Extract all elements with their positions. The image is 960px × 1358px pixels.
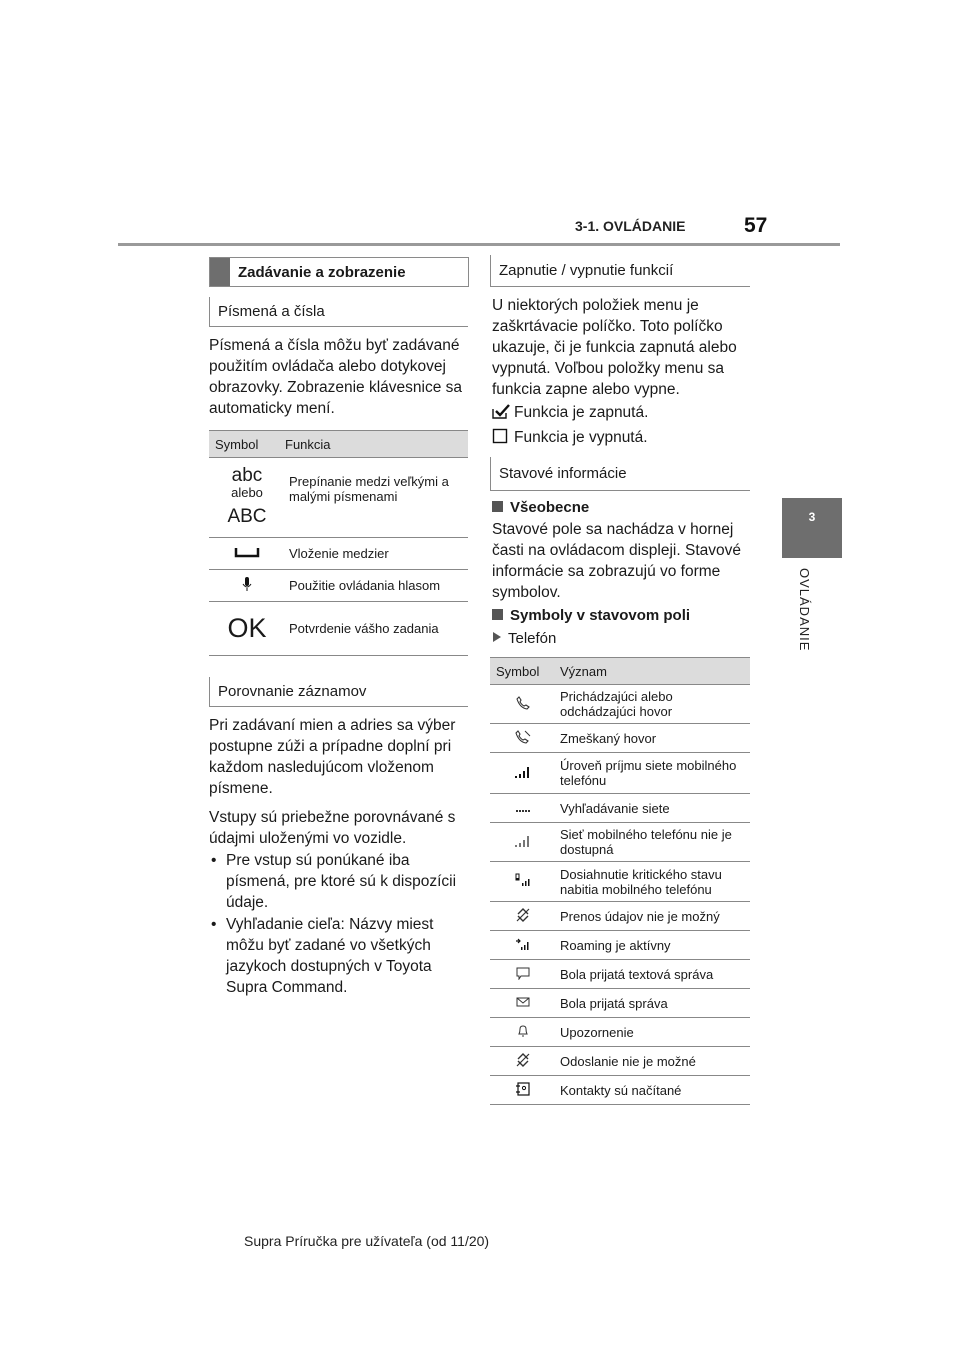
subheading-letters: Písmená a čísla: [209, 297, 468, 327]
table-row: Bola prijatá textová správa: [490, 960, 750, 989]
paragraph-toggle: U niektorých položiek menu je zaškrtávacie políčko. Toto políčko ukazuje, či je funkcia zapnutá alebo vypnutá. Voľbou položky menu sa funkcia zapne alebo vypne.: [492, 297, 737, 398]
paragraph-status: Stavové pole sa nachádza v hornej časti na ovládacom displeji. Stavové informácie sa zobrazujú vo forme symbolov.: [492, 521, 741, 601]
table-row: abc alebo ABC Prepínanie medzi veľkými a malými písmenami: [209, 458, 468, 538]
microphone-icon: [242, 576, 252, 592]
page-number: 57: [744, 214, 768, 237]
triangle-right-icon: [492, 631, 502, 643]
no-data-icon: [515, 908, 531, 922]
table-row: Kontakty sú načítané: [490, 1076, 750, 1105]
table-row: Sieť mobilného telefónu nie je dostupná: [490, 823, 750, 862]
paragraph-compare: Pri zadávaní mien a adries sa výber postupne zúži a prípadne doplní pri každom nasledujúcom vloženom písmene. Vstupy sú priebežne porovnávané s údajmi uloženými vo vozidle. • Pre vstup sú ponúkané iba písmená, pre ktoré sú k dispozícii údaje. • Vyhľadanie cieľa: Názvy miest môžu byť zadané vo všetkých jazykoch dostupných v Toyota Supra Command.: [209, 715, 471, 999]
chapter-number: 3: [808, 510, 816, 524]
col-function: Funkcia: [285, 431, 468, 458]
check-off-row: Funkcia je vypnutá.: [492, 427, 754, 448]
table-row: Vloženie medzier: [209, 538, 468, 570]
phone-call-icon: [516, 696, 530, 710]
table-row: Roaming je aktívny: [490, 931, 750, 960]
table-header-row: [490, 658, 750, 685]
phone-subsection: Telefón: [492, 630, 556, 647]
case-symbol: abc alebo ABC: [209, 458, 285, 538]
bell-icon: [517, 1024, 529, 1038]
col-symbol: Symbol: [490, 658, 556, 685]
check-on-row: Funkcia je zapnutá.: [492, 402, 754, 423]
header-rule: [118, 243, 840, 246]
table-row: Úroveň príjmu siete mobilného telefónu: [490, 753, 750, 794]
table-row: Bola prijatá správa: [490, 989, 750, 1018]
roaming-icon: [515, 937, 531, 951]
table-row: Odoslanie nie je možné: [490, 1047, 750, 1076]
table-row: OK Potvrdenie vášho zadania: [209, 602, 468, 656]
status-symbols-table: [490, 657, 750, 1105]
table-row: Upozornenie: [490, 1018, 750, 1047]
text-message-icon: [516, 966, 530, 980]
table-row: Prichádzajúci alebo odchádzajúci hovor: [490, 685, 750, 724]
heading-marker: [210, 258, 230, 286]
table-row: Prenos údajov nie je možný: [490, 902, 750, 931]
col-meaning: Význam: [556, 658, 750, 685]
section-marker: [492, 501, 503, 512]
network-search-icon: [515, 807, 531, 813]
table-row: Zmeškaný hovor: [490, 724, 750, 753]
footer: Supra Príručka pre užívateľa (od 11/20): [244, 1233, 490, 1249]
subheading-compare: Porovnanie záznamov: [209, 677, 468, 707]
signal-strength-icon: [514, 765, 532, 779]
subheading-toggle: Zapnutie / vypnutie funkcií: [490, 255, 750, 287]
table-row: Dosiahnutie kritického stavu nabitia mobilného telefónu: [490, 862, 750, 902]
checkbox-checked-icon: [492, 403, 510, 419]
space-bar-icon: [234, 546, 260, 558]
section-marker: [492, 609, 503, 620]
bullet-list: [209, 850, 471, 998]
col-symbol: Symbol: [209, 431, 285, 458]
no-network-icon: [514, 834, 532, 848]
missed-call-icon: [515, 730, 531, 744]
table-row: Použitie ovládania hlasom: [209, 570, 468, 602]
input-symbols-table: [209, 430, 468, 656]
checkbox-empty-icon: [492, 428, 508, 444]
box-heading: Zadávanie a zobrazenie: [209, 257, 469, 287]
section-title: 3-1. OVLÁDANIE: [575, 218, 686, 234]
table-header-row: [209, 431, 468, 458]
table-row: Vyhľadávanie siete: [490, 794, 750, 823]
list-item: • Pre vstup sú ponúkané iba písmená, pre ktoré sú k dispozícii údaje.: [209, 850, 471, 913]
section-symbols: Symboly v stavovom poli: [492, 607, 690, 624]
section-general: Všeobecne: [492, 499, 589, 516]
ok-symbol: OK: [209, 602, 285, 656]
contacts-icon: [515, 1082, 531, 1096]
mail-icon: [516, 996, 530, 1008]
low-battery-icon: [515, 873, 531, 887]
chapter-tab: [782, 498, 842, 558]
send-failed-icon: [515, 1053, 531, 1067]
subheading-status: Stavové informácie: [490, 457, 750, 491]
paragraph-letters: Písmená a čísla môžu byť zadávané použitím ovládača alebo dotykovej obrazovky. Zobrazenie klávesnice sa automaticky mení.: [209, 337, 463, 417]
list-item: • Vyhľadanie cieľa: Názvy miest môžu byť zadané vo všetkých jazykoch dostupných v Toyota Supra Command.: [209, 914, 471, 998]
chapter-label: OVLÁDANIE: [797, 568, 812, 652]
